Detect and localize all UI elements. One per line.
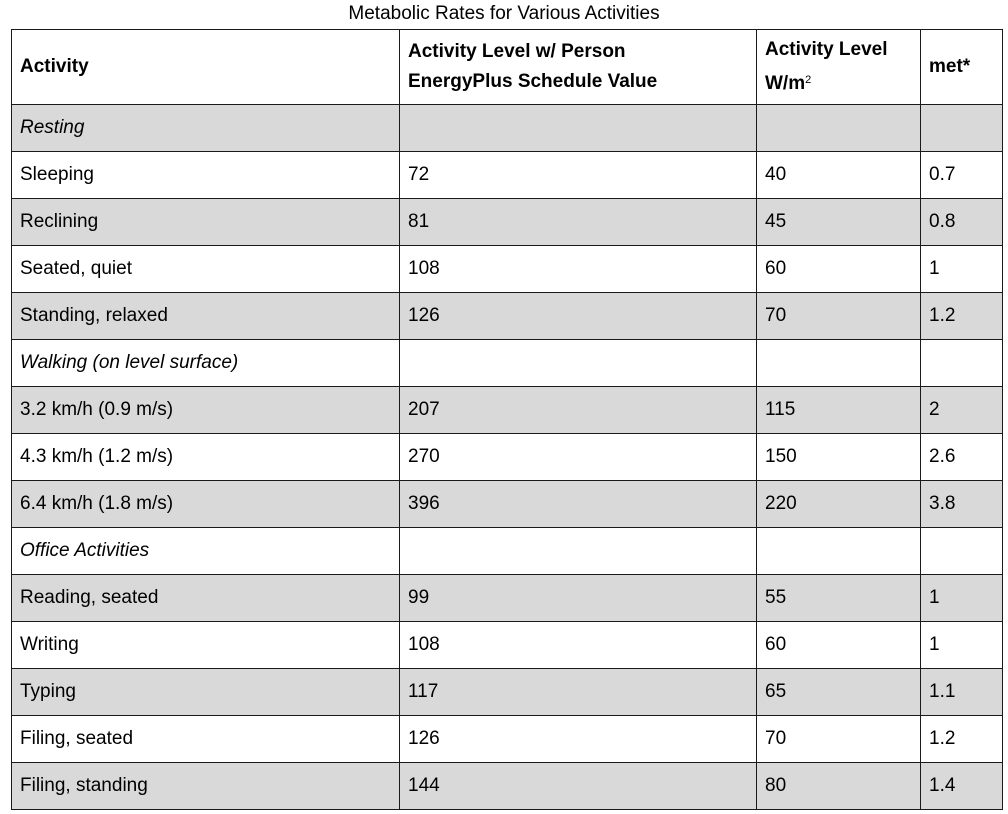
wm2-cell: 65 xyxy=(757,669,921,716)
schedule-value-cell: 144 xyxy=(400,763,757,810)
table-row xyxy=(12,716,1003,763)
met-cell: 2.6 xyxy=(921,434,1003,481)
met-cell xyxy=(921,340,1003,387)
table-row xyxy=(12,387,1003,434)
table-row xyxy=(12,622,1003,669)
header-activity: Activity xyxy=(12,30,400,105)
wm2-cell: 80 xyxy=(757,763,921,810)
schedule-value-cell xyxy=(400,340,757,387)
wm2-cell: 220 xyxy=(757,481,921,528)
schedule-value-cell: 126 xyxy=(400,293,757,340)
wm2-cell: 115 xyxy=(757,387,921,434)
table-row xyxy=(12,246,1003,293)
wm2-cell: 70 xyxy=(757,293,921,340)
schedule-value-cell: 99 xyxy=(400,575,757,622)
wm2-cell: 40 xyxy=(757,152,921,199)
schedule-value-cell: 81 xyxy=(400,199,757,246)
table-row xyxy=(12,105,1003,152)
schedule-value-cell: 270 xyxy=(400,434,757,481)
table-row xyxy=(12,152,1003,199)
table-row xyxy=(12,434,1003,481)
group-heading-cell: Resting xyxy=(12,105,400,152)
group-heading-cell: Walking (on level surface) xyxy=(12,340,400,387)
wm2-cell: 60 xyxy=(757,246,921,293)
wm2-cell: 70 xyxy=(757,716,921,763)
activity-cell: Filing, standing xyxy=(12,763,400,810)
header-row xyxy=(12,30,1003,105)
met-cell xyxy=(921,105,1003,152)
header-activity-level-wm2 xyxy=(757,30,921,105)
activity-cell: 6.4 km/h (1.8 m/s) xyxy=(12,481,400,528)
activity-cell: Reclining xyxy=(12,199,400,246)
schedule-value-cell: 108 xyxy=(400,622,757,669)
met-cell xyxy=(921,528,1003,575)
table-row xyxy=(12,763,1003,810)
header-schedule-line1: Activity Level w/ Person xyxy=(408,41,626,62)
schedule-value-cell: 72 xyxy=(400,152,757,199)
activity-cell: Standing, relaxed xyxy=(12,293,400,340)
header-schedule-value xyxy=(400,30,757,105)
activity-cell: Typing xyxy=(12,669,400,716)
table-row xyxy=(12,528,1003,575)
met-cell: 1.1 xyxy=(921,669,1003,716)
met-cell: 1 xyxy=(921,622,1003,669)
table-caption: Metabolic Rates for Various Activities xyxy=(348,3,660,24)
activity-cell: 4.3 km/h (1.2 m/s) xyxy=(12,434,400,481)
wm2-cell: 150 xyxy=(757,434,921,481)
schedule-value-cell: 117 xyxy=(400,669,757,716)
table-row xyxy=(12,481,1003,528)
met-cell: 1.2 xyxy=(921,716,1003,763)
met-cell: 0.7 xyxy=(921,152,1003,199)
table-row xyxy=(12,669,1003,716)
wm2-cell: 60 xyxy=(757,622,921,669)
activity-cell: 3.2 km/h (0.9 m/s) xyxy=(12,387,400,434)
header-wm2-superscript: 2 xyxy=(805,74,812,86)
wm2-cell xyxy=(757,105,921,152)
activity-cell: Writing xyxy=(12,622,400,669)
table-row xyxy=(12,575,1003,622)
schedule-value-cell: 207 xyxy=(400,387,757,434)
met-cell: 1 xyxy=(921,246,1003,293)
activity-cell: Seated, quiet xyxy=(12,246,400,293)
schedule-value-cell: 108 xyxy=(400,246,757,293)
activity-cell: Reading, seated xyxy=(12,575,400,622)
header-wm2-unit: W/m xyxy=(765,73,806,94)
schedule-value-cell xyxy=(400,105,757,152)
met-cell: 1.4 xyxy=(921,763,1003,810)
met-cell: 0.8 xyxy=(921,199,1003,246)
wm2-cell xyxy=(757,340,921,387)
wm2-cell xyxy=(757,528,921,575)
metabolic-rates-table xyxy=(11,29,1003,810)
met-cell: 2 xyxy=(921,387,1003,434)
wm2-cell: 45 xyxy=(757,199,921,246)
schedule-value-cell: 126 xyxy=(400,716,757,763)
table-row xyxy=(12,340,1003,387)
header-met: met* xyxy=(921,30,1003,105)
activity-cell: Sleeping xyxy=(12,152,400,199)
schedule-value-cell: 396 xyxy=(400,481,757,528)
met-cell: 1.2 xyxy=(921,293,1003,340)
schedule-value-cell xyxy=(400,528,757,575)
table-row xyxy=(12,293,1003,340)
met-cell: 3.8 xyxy=(921,481,1003,528)
group-heading-cell: Office Activities xyxy=(12,528,400,575)
header-schedule-line2: EnergyPlus Schedule Value xyxy=(408,71,658,92)
header-wm2-line1: Activity Level xyxy=(765,39,888,60)
activity-cell: Filing, seated xyxy=(12,716,400,763)
wm2-cell: 55 xyxy=(757,575,921,622)
table-row xyxy=(12,199,1003,246)
met-cell: 1 xyxy=(921,575,1003,622)
